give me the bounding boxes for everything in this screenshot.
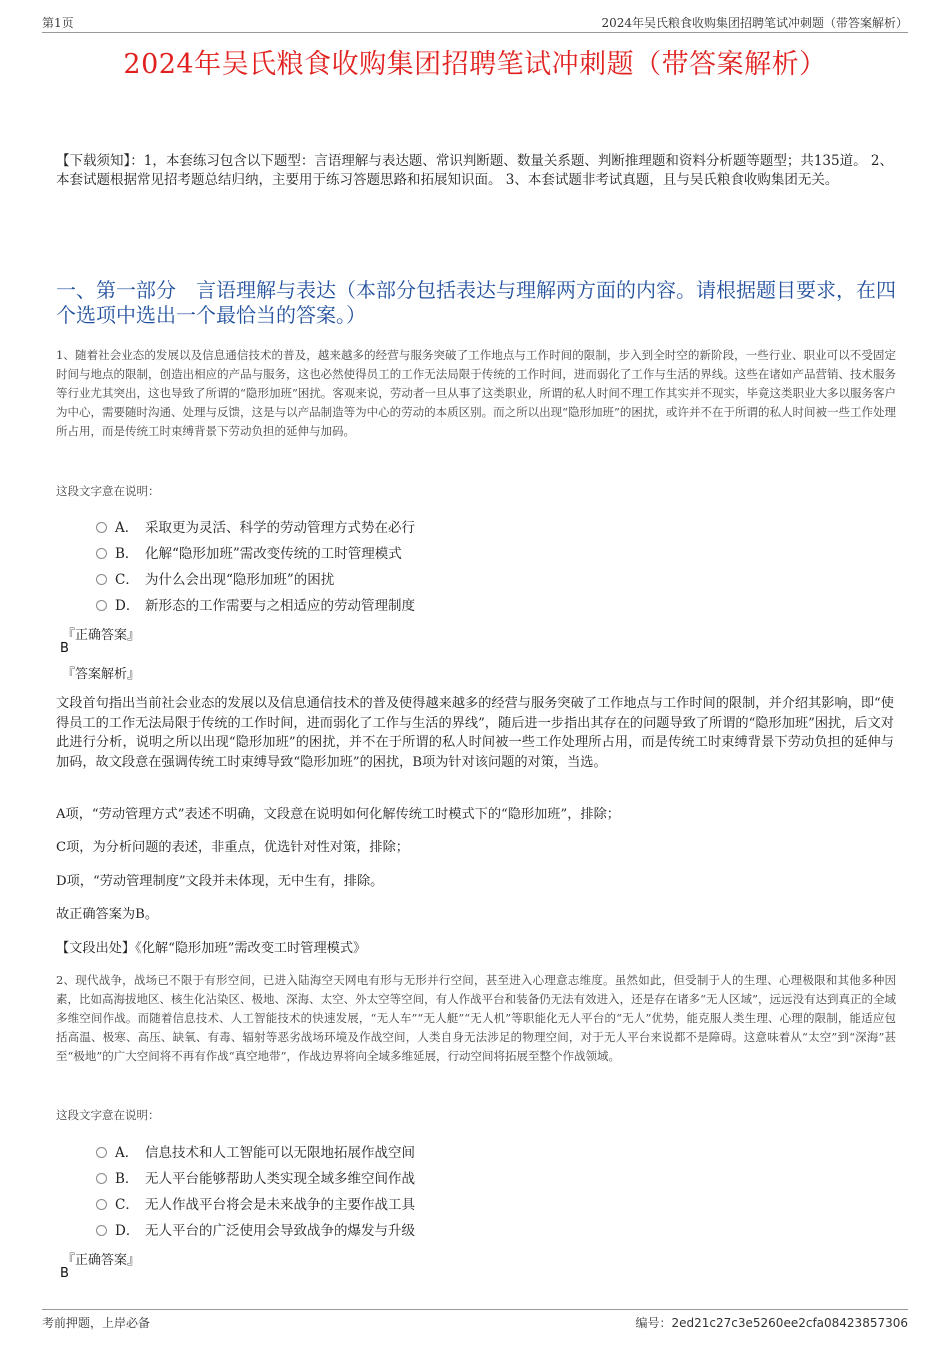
option-text: 无人平台能够帮助人类实现全域多维空间作战 [145,1171,415,1187]
correct-answer-value: B [60,641,69,656]
question-2-option-b[interactable] [96,1167,415,1187]
option-text: 采取更为灵活、科学的劳动管理方式势在必行 [145,520,415,536]
analysis-option-c: C项，为分析问题的表述，非重点，优选针对性对策，排除； [56,840,409,855]
analysis-text: 文段首句指出当前社会业态的发展以及信息通信技术的普及使得越来越多的经营与服务突破了工作地点与工作时间的限制，并介绍其影响，即“使得员工的工作无法局限于传统的工作时间，进而弱化了工作与生活的界线”，随后进一步指出其存在的问题导致了所谓的“隐形加班”困扰，后文对此进行分析，说明之所以出现“隐形加班”的困扰，并不在于所谓的私人时间被一些工作处理所占用，而是传统工时束缚背景下劳动负担的延伸与加码，故文段意在强调传统工时束缚导致“隐形加班”的困扰，B项为针对该问题的对策，当选。 [56,696,894,770]
question-2-option-c[interactable] [96,1193,415,1213]
question-1-option-b[interactable] [96,542,402,562]
option-letter: C． [115,1197,139,1213]
footer-slogan: 考前押题，上岸必备 [42,1316,151,1330]
radio-icon[interactable] [96,600,107,611]
option-letter: A． [115,520,139,536]
radio-icon[interactable] [96,574,107,585]
question-1-stem: 1、随着社会业态的发展以及信息通信技术的普及，越来越多的经营与服务突破了工作地点与工作时间的限制，步入到全时空的新阶段，一些行业、职业可以不受固定时间与地点的限制，创造出相应的产品与服务，这也必然使得员工的工作无法局限于传统的工作时间，进而弱化了工作与生活的界线。这些在诸如产品营销、技术服务等行业尤其突出，这也导致了所谓的“隐形加班”困扰。客观来说，劳动者一旦从事了这类职业，所谓的私人时间不理工作其实并不现实，毕竟这类职业大多以服务客户为中心，需要随时沟通、处理与反馈，这是与以产品制造等为中心的劳动的本质区别。而之所以出现“隐形加班”的困扰，或许并不在于所谓的私人时间被一些工作处理所占用，而是传统工时束缚背景下劳动负担的延伸与加码。 [56,348,896,438]
footer-code-value: 2ed21c27c3e5260ee2cfa08423857306 [671,1316,908,1330]
page-title: 2024年吴氏粮食收购集团招聘笔试冲刺题（带答案解析） [123,49,827,80]
analysis-label: 『答案解析』 [62,667,141,682]
radio-icon[interactable] [96,1199,107,1210]
option-letter: D． [115,598,140,614]
question-1-option-a[interactable] [96,516,415,536]
analysis-option-d: D项，“劳动管理制度”文段并未体现，无中生有，排除。 [56,874,384,889]
option-text: 无人平台的广泛使用会导致战争的爆发与升级 [145,1223,415,1239]
question-2-option-a[interactable] [96,1141,415,1161]
option-text: 化解“隐形加班”需改变传统的工时管理模式 [145,546,402,562]
header-doc-title: 2024年吴氏粮食收购集团招聘笔试冲刺题（带答案解析） [601,16,908,30]
question-2-prompt: 这段文字意在说明： [56,1108,160,1122]
option-text: 新形态的工作需要与之相适应的劳动管理制度 [145,598,415,614]
option-letter: B． [115,546,139,562]
radio-icon[interactable] [96,1225,107,1236]
section-heading: 一、第一部分 言语理解与表达（本部分包括表达与理解两方面的内容。请根据题目要求，在四个选项中选出一个最恰当的答案。） [56,278,896,327]
option-letter: C． [115,572,139,588]
analysis-option-a: A项，“劳动管理方式”表述不明确，文段意在说明如何化解传统工时模式下的“隐形加班”，排除； [56,807,620,822]
option-text: 为什么会出现“隐形加班”的困扰 [145,572,335,588]
radio-icon[interactable] [96,1147,107,1158]
option-letter: D． [115,1223,140,1239]
correct-answer-label: 『正确答案』 [62,1253,141,1268]
download-notice: 【下载须知】：1，本套练习包含以下题型：言语理解与表达题、常识判断题、数量关系题、判断推理题和资料分析题等题型；共135道。 2、本套试题根据常见招考题总结归纳，主要用于练习答题思路和拓展知识面。 3、本套试题非考试真题，且与吴氏粮食收购集团无关。 [56,153,893,188]
correct-answer-value: B [60,1266,69,1281]
option-text: 信息技术和人工智能可以无限地拓展作战空间 [145,1145,415,1161]
footer-divider [42,1309,908,1310]
footer-code [636,1314,909,1331]
question-1-option-d[interactable] [96,594,415,614]
option-text: 无人作战平台将会是未来战争的主要作战工具 [145,1197,415,1213]
question-2-option-d[interactable] [96,1219,415,1239]
radio-icon[interactable] [96,548,107,559]
question-1-option-c[interactable] [96,568,334,588]
radio-icon[interactable] [96,522,107,533]
option-letter: B． [115,1171,139,1187]
question-2-stem: 2、现代战争，战场已不限于有形空间，已进入陆海空天网电有形与无形并行空间，甚至进入心理意志维度。虽然如此，但受制于人的生理、心理极限和其他多种因素，比如高海拔地区、核生化沾染区、极地、深海、太空、外太空等空间，有人作战平台和装备仍无法有效进入，还是存在诸多“无人区域”，远远没有达到真正的全域多维空间作战。而随着信息技术、人工智能技术的快速发展，“无人车”“无人艇”“无人机”等职能化无人平台的“无人”优势，能克服人类生理、心理的限制，能适应包括高温、极寒、高压、缺氧、有毒、辐射等恶劣战场环境及作战空间，人类自身无法涉足的物理空间，对于无人平台来说都不是障碍。这意味着从“太空”到“深海”甚至“极地”的广大空间将不再有作战“真空地带”，作战边界将向全域多维延展，行动空间将拓展至整个作战领域。 [56,973,896,1063]
option-letter: A． [115,1145,139,1161]
footer-code-label: 编号： [635,1316,672,1330]
source-citation: 【文段出处】《化解“隐形加班”需改变工时管理模式》 [56,941,367,956]
question-1-prompt: 这段文字意在说明： [56,484,160,498]
page-number: 第1页 [42,16,74,30]
correct-answer-label: 『正确答案』 [62,628,141,643]
header-divider [42,32,908,33]
radio-icon[interactable] [96,1173,107,1184]
analysis-conclusion: 故正确答案为B。 [56,907,159,922]
